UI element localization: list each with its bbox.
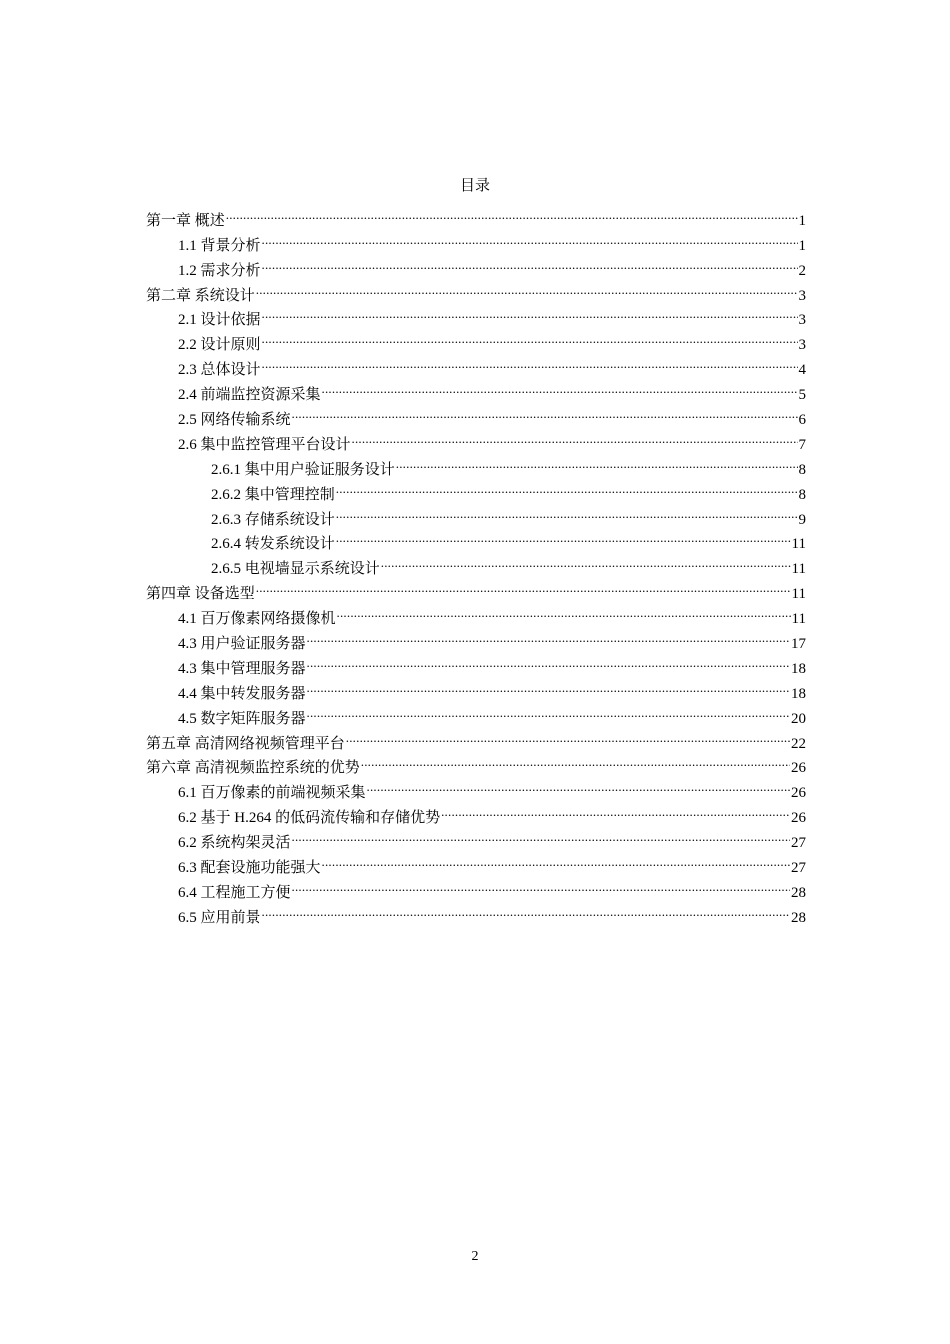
toc-entry-title: 4.5 数字矩阵服务器 xyxy=(178,710,306,727)
toc-dot-leader xyxy=(307,673,790,698)
toc-entry-title: 6.2 基于 H.264 的低码流传输和存储优势 xyxy=(178,810,441,827)
toc-entry-page: 5 xyxy=(798,387,806,404)
toc-entry-page: 28 xyxy=(791,884,806,901)
toc-entry-title: 第一章 概述 xyxy=(146,212,225,229)
toc-dot-leader xyxy=(226,200,798,225)
toc-entry-title: 6.3 配套设施功能强大 xyxy=(178,860,321,877)
toc-entry-page: 6 xyxy=(798,412,806,429)
toc-entry-title: 2.6.3 存储系统设计 xyxy=(211,511,335,528)
toc-dot-leader xyxy=(262,250,798,275)
toc-entry-page: 3 xyxy=(798,337,806,354)
toc-entry-title: 2.6.2 集中管理控制 xyxy=(211,486,335,503)
toc-entry-title: 2.4 前端监控资源采集 xyxy=(178,387,321,404)
toc-entry-page: 9 xyxy=(798,511,806,528)
toc-dot-leader xyxy=(262,225,798,250)
toc-entry-page: 1 xyxy=(798,237,806,254)
toc-entry-title: 第五章 高清网络视频管理平台 xyxy=(146,735,345,752)
toc-entry-page: 17 xyxy=(791,636,806,653)
toc-entry-title: 4.3 集中管理服务器 xyxy=(178,660,306,677)
toc-entry-page: 11 xyxy=(791,561,806,578)
toc-dot-leader xyxy=(256,573,791,598)
toc-entry-title: 2.1 设计依据 xyxy=(178,312,261,329)
toc-dot-leader xyxy=(262,324,798,349)
toc-entry-title: 6.4 工程施工方便 xyxy=(178,884,291,901)
toc-entry-title: 2.6.5 电视墙显示系统设计 xyxy=(211,561,380,578)
toc-entry-page: 11 xyxy=(791,611,806,628)
toc-entry-title: 1.1 背景分析 xyxy=(178,237,261,254)
toc-dot-leader xyxy=(336,524,791,549)
toc-entry-title: 6.2 系统构架灵活 xyxy=(178,835,291,852)
toc-entry-page: 26 xyxy=(791,785,806,802)
toc-entry-title: 2.6 集中监控管理平台设计 xyxy=(178,436,351,453)
toc-entry-page: 20 xyxy=(791,710,806,727)
toc-entry-page: 27 xyxy=(791,835,806,852)
toc-dot-leader xyxy=(292,822,790,847)
toc-entry-title: 2.3 总体设计 xyxy=(178,362,261,379)
toc-entry-title: 2.5 网络传输系统 xyxy=(178,412,291,429)
toc-entry-title: 2.6.4 转发系统设计 xyxy=(211,536,335,553)
toc-dot-leader xyxy=(307,623,790,648)
toc-entry-page: 28 xyxy=(791,909,806,926)
toc-entry-title: 6.1 百万像素的前端视频采集 xyxy=(178,785,366,802)
toc-dot-leader xyxy=(307,698,790,723)
toc-dot-leader xyxy=(381,548,791,573)
toc-entry-page: 4 xyxy=(798,362,806,379)
toc-dot-leader xyxy=(352,424,798,449)
toc-dot-leader xyxy=(396,449,798,474)
toc-entry-title: 6.5 应用前景 xyxy=(178,909,261,926)
toc-dot-leader xyxy=(336,499,798,524)
toc-dot-leader xyxy=(336,474,798,499)
toc-entry-title: 4.4 集中转发服务器 xyxy=(178,685,306,702)
toc-entry-title: 4.3 用户验证服务器 xyxy=(178,636,306,653)
toc-entry-title: 1.2 需求分析 xyxy=(178,262,261,279)
toc-dot-leader xyxy=(307,648,790,673)
toc-dot-leader xyxy=(322,374,798,399)
toc-entry-title: 4.1 百万像素网络摄像机 xyxy=(178,611,336,628)
toc-dot-leader xyxy=(361,748,790,773)
toc-entry-page: 1 xyxy=(798,212,806,229)
toc-entry-title: 2.2 设计原则 xyxy=(178,337,261,354)
toc-title: 目录 xyxy=(459,178,490,194)
page-number: 2 xyxy=(471,1249,479,1264)
toc-dot-leader xyxy=(367,772,790,797)
toc-entry-title: 第二章 系统设计 xyxy=(146,287,255,304)
toc-entry-page: 3 xyxy=(798,287,806,304)
toc-dot-leader xyxy=(262,300,798,325)
toc-entry-page: 8 xyxy=(798,486,806,503)
toc-entry[interactable] xyxy=(146,225,806,254)
toc-entry-page: 3 xyxy=(798,312,806,329)
toc-entry-page: 11 xyxy=(791,586,806,603)
toc-dot-leader xyxy=(292,399,798,424)
toc-entry-title: 2.6.1 集中用户验证服务设计 xyxy=(211,461,395,478)
toc-entry-page: 8 xyxy=(798,461,806,478)
toc-dot-leader xyxy=(256,275,798,300)
toc-entry-page: 7 xyxy=(798,436,806,453)
toc-entry-page: 18 xyxy=(791,685,806,702)
toc-entry-title: 第六章 高清视频监控系统的优势 xyxy=(146,760,360,777)
toc-dot-leader xyxy=(322,847,790,872)
table-of-contents xyxy=(146,200,806,926)
toc-dot-leader xyxy=(262,349,798,374)
toc-dot-leader xyxy=(337,598,791,623)
toc-dot-leader xyxy=(441,797,790,822)
toc-dot-leader xyxy=(292,872,790,897)
toc-entry-page: 26 xyxy=(791,760,806,777)
toc-dot-leader xyxy=(346,723,790,748)
toc-entry-page: 27 xyxy=(791,860,806,877)
toc-dot-leader xyxy=(262,897,790,922)
toc-entry-page: 11 xyxy=(791,536,806,553)
toc-entry[interactable] xyxy=(146,200,806,229)
toc-entry-page: 18 xyxy=(791,660,806,677)
toc-entry-page: 26 xyxy=(791,810,806,827)
toc-entry-title: 第四章 设备选型 xyxy=(146,586,255,603)
toc-entry-page: 22 xyxy=(791,735,806,752)
toc-entry-page: 2 xyxy=(798,262,806,279)
